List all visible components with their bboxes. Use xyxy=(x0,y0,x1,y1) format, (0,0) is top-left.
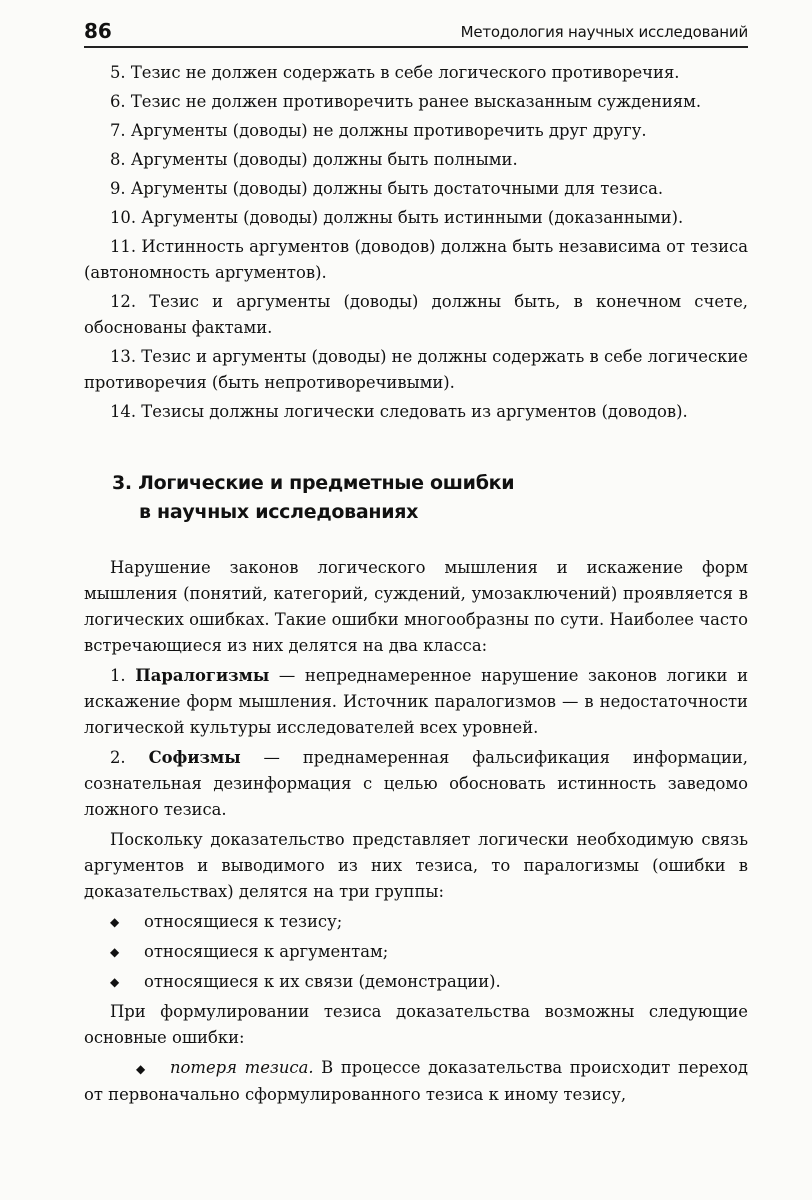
rule-item: 9. Аргументы (доводы) должны быть достаточными для тезиса. xyxy=(110,179,664,198)
running-title: Методология научных исследований xyxy=(460,23,748,41)
class-item xyxy=(84,745,748,823)
section-title-line2: в научных исследованиях xyxy=(139,501,419,523)
rule-item: 6. Тезис не должен противоречить ранее высказанным суждениям. xyxy=(110,92,702,111)
rule-item: 5. Тезис не должен содержать в себе логического противоречия. xyxy=(110,63,680,82)
error-text: В процессе доказательства происходит переход от первоначально сформулированного тезиса к иному тезису, xyxy=(84,1058,748,1104)
class-item xyxy=(84,663,748,741)
class-term: Паралогизмы xyxy=(135,666,270,685)
intro-paragraph: Нарушение законов логического мышления и искажение форм мышления (понятий, категорий, суждений, умозаключений) проявляется в логических ошибках. Такие ошибки многообразны по сути. Наиболее часто встречающиеся из них делятся на два класса: xyxy=(84,558,748,655)
rule-item: 12. Тезис и аргументы (доводы) должны быть, в конечном счете, обоснованы фактами. xyxy=(84,292,748,337)
list-item xyxy=(84,939,748,965)
rule-item: 13. Тезис и аргументы (доводы) не должны содержать в себе логические противоречия (быть непротиворечивыми). xyxy=(84,347,749,392)
bullet-icon: ◆ xyxy=(110,945,120,959)
page-body xyxy=(84,60,748,1112)
rule-item: 7. Аргументы (доводы) не должны противоречить друг другу. xyxy=(110,121,647,140)
page-header xyxy=(84,20,748,48)
list-item-text: относящиеся к тезису; xyxy=(144,912,343,931)
page-number: 86 xyxy=(84,19,112,43)
bullet-icon: ◆ xyxy=(110,975,120,989)
section-heading xyxy=(84,469,748,527)
rule-item: 14. Тезисы должны логически следовать из аргументов (доводов). xyxy=(110,402,688,421)
rule-item: 10. Аргументы (доводы) должны быть истинными (доказанными). xyxy=(110,208,684,227)
class-text: — преднамеренная фальсификация информации, сознательная дезинформация с целью обосновать истинность заведомо ложного тезиса. xyxy=(84,748,749,819)
error-term: потеря тезиса. xyxy=(170,1058,314,1077)
class-number: 2. xyxy=(110,748,126,767)
class-text: — непреднамеренное нарушение законов логики и искажение форм мышления. Источник паралогизмов — в недостаточности логической культуры исследователей всех уровней. xyxy=(84,666,748,737)
errors-intro-paragraph: При формулировании тезиса доказательства возможны следующие основные ошибки: xyxy=(84,1002,748,1047)
list-item xyxy=(84,969,748,995)
class-number: 1. xyxy=(110,666,126,685)
groups-intro-paragraph: Поскольку доказательство представляет логически необходимую связь аргументов и выводимого из них тезиса, то паралогизмы (ошибки в доказательствах) делятся на три группы: xyxy=(84,830,748,901)
bullet-icon: ◆ xyxy=(136,1062,146,1076)
rule-item: 11. Истинность аргументов (доводов) должна быть независима от тезиса (автономность аргументов). xyxy=(84,237,748,282)
list-item xyxy=(84,1055,748,1108)
list-item xyxy=(84,909,748,935)
list-item-text: относящиеся к их связи (демонстрации). xyxy=(144,972,501,991)
list-item-text: относящиеся к аргументам; xyxy=(144,942,389,961)
class-term: Софизмы xyxy=(148,748,241,767)
rule-item: 8. Аргументы (доводы) должны быть полными. xyxy=(110,150,518,169)
section-title-line1: 3. Логические и предметные ошибки xyxy=(112,472,515,494)
bullet-icon: ◆ xyxy=(110,915,120,929)
